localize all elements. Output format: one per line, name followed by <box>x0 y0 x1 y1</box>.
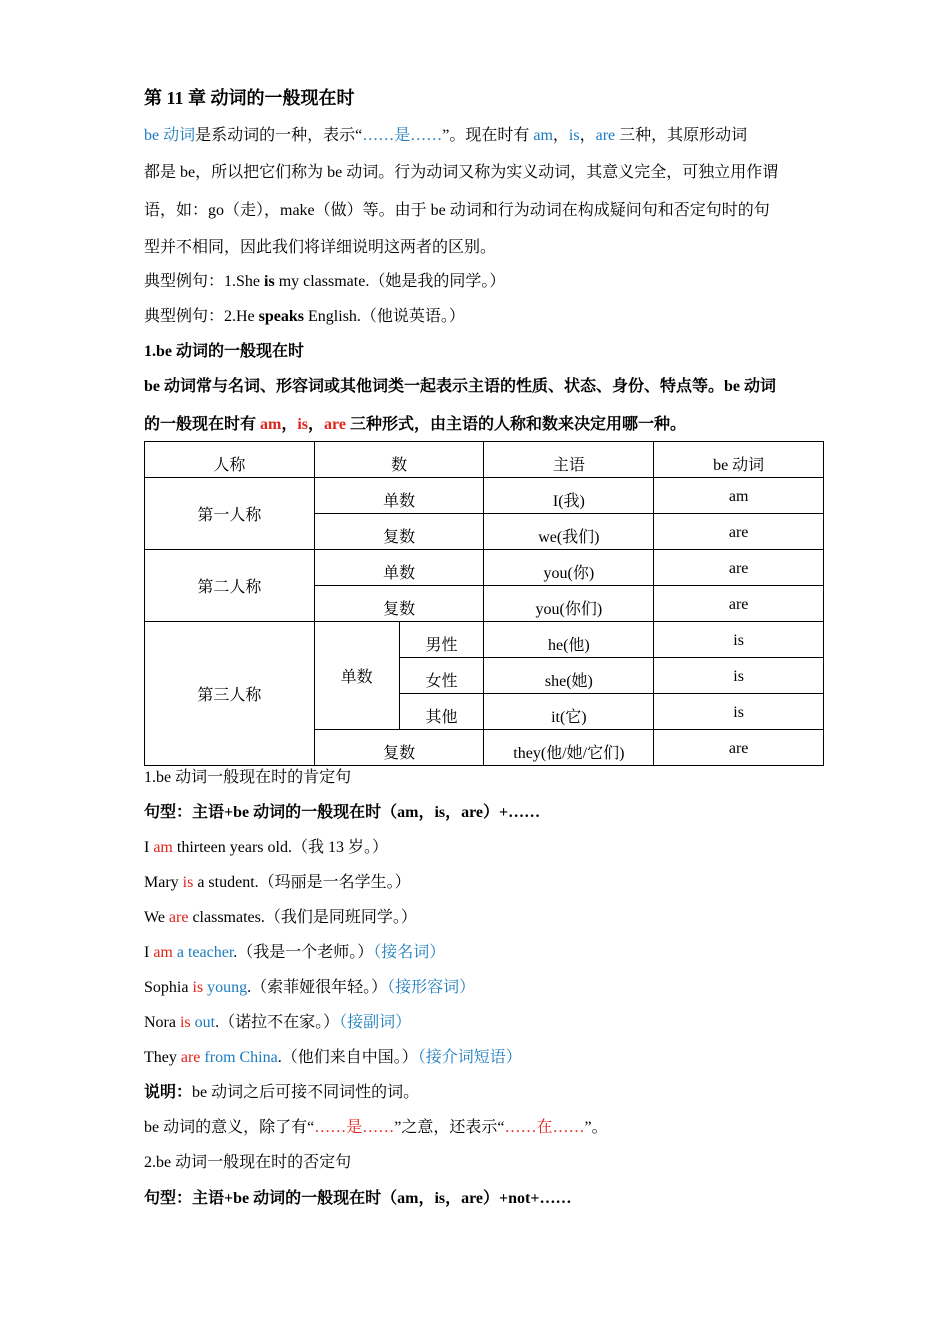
example-sentence <box>144 974 475 997</box>
note-label: 说明： <box>144 1084 193 1101</box>
be-verb-table <box>144 441 824 766</box>
be-cell: is <box>654 622 824 658</box>
sentence-rest: .（索菲娅很年轻。） <box>247 979 388 996</box>
meaning-text: be 动词的意义，除了有“ <box>144 1119 315 1136</box>
sentence-verb: am <box>153 839 173 856</box>
sentence-subject: I <box>144 944 154 961</box>
subject-cell: it(它) <box>484 694 654 730</box>
be-cell: are <box>654 550 824 586</box>
sentence-note: （接形容词） <box>387 979 476 996</box>
be-cell: are <box>654 586 824 622</box>
sentence-verb: am <box>153 944 173 961</box>
sentence-verb: are <box>168 909 189 926</box>
subject-cell: you(你们) <box>484 586 654 622</box>
sentence-rest: .（他们来自中国。） <box>277 1049 418 1066</box>
affirmative-pattern: 句型：主语+be 动词的一般现在时（am，is，are）+…… <box>144 804 541 821</box>
number-cell: 复数 <box>314 586 484 622</box>
intro-sep: ， <box>552 127 569 144</box>
sentence-rest: thirteen years old.（我 13 岁。） <box>172 839 388 856</box>
meaning-text: ”之意，还表示“ <box>394 1119 505 1136</box>
intro-line-4: 型并不相同，因此我们将详细说明这两者的区别。 <box>144 239 497 256</box>
table-header-row <box>145 442 824 478</box>
sentence-subject: I <box>144 839 154 856</box>
person-cell: 第二人称 <box>145 550 315 622</box>
sentence-complement: young <box>203 979 248 996</box>
section-heading: 1.be 动词的一般现在时 <box>144 343 305 360</box>
number-cell: 复数 <box>314 730 484 766</box>
example-sentence <box>144 869 411 892</box>
intro-text: 三种，其原形动词 <box>615 127 748 144</box>
example-text: 典型例句：2.He <box>144 308 259 325</box>
meaning-text: ”。 <box>584 1119 608 1136</box>
example-sentence <box>144 1044 522 1067</box>
example-2 <box>144 303 465 326</box>
subject-cell: you(你) <box>484 550 654 586</box>
rule-is: is <box>297 416 309 433</box>
rule-line-2 <box>144 411 686 434</box>
sentence-verb: is <box>182 874 194 891</box>
sentence-subject: We <box>144 909 169 926</box>
meaning-highlight: ……在…… <box>504 1119 585 1136</box>
intro-am: am <box>533 127 553 144</box>
table-row <box>145 622 824 658</box>
gender-cell: 其他 <box>399 694 484 730</box>
rule-line-1: be 动词常与名词、形容词或其他词类一起表示主语的性质、状态、身份、特点等。be 动词 <box>144 378 777 395</box>
subject-cell: they(他/她/它们) <box>484 730 654 766</box>
sentence-verb: are <box>180 1049 201 1066</box>
example-sentence <box>144 939 445 962</box>
person-cell: 第三人称 <box>145 622 315 766</box>
example-verb: speaks <box>258 308 305 325</box>
example-text: my classmate.（她是我的同学。） <box>274 273 506 290</box>
gender-cell: 男性 <box>399 622 484 658</box>
table-row <box>145 478 824 514</box>
subject-cell: she(她) <box>484 658 654 694</box>
table-row <box>145 550 824 586</box>
header-cell: be 动词 <box>654 442 824 478</box>
sentence-rest: classmates.（我们是同班同学。） <box>188 909 417 926</box>
intro-is: is <box>568 127 580 144</box>
subject-cell: I(我) <box>484 478 654 514</box>
chapter-title: 第 11 章 动词的一般现在时 <box>144 88 355 108</box>
be-cell: is <box>654 694 824 730</box>
example-text: 典型例句：1.She <box>144 273 265 290</box>
gender-cell: 女性 <box>399 658 484 694</box>
be-cell: am <box>654 478 824 514</box>
note-text: be 动词之后可接不同词性的词。 <box>192 1084 420 1101</box>
sentence-verb: is <box>192 979 204 996</box>
subject-cell: we(我们) <box>484 514 654 550</box>
sentence-subject: Mary <box>144 874 183 891</box>
meaning-line <box>144 1114 608 1137</box>
sentence-note: （接副词） <box>339 1014 412 1031</box>
example-sentence <box>144 1009 411 1032</box>
subject-cell: he(他) <box>484 622 654 658</box>
intro-text: 是系动词的一种，表示“ <box>195 127 363 144</box>
affirmative-heading: 1.be 动词一般现在时的肯定句 <box>144 769 352 786</box>
sentence-rest: .（诺拉不在家。） <box>215 1014 340 1031</box>
sentence-rest: a student.（玛丽是一名学生。） <box>193 874 411 891</box>
be-cell: are <box>654 514 824 550</box>
rule-text: 三种形式，由主语的人称和数来决定用哪一种。 <box>345 416 686 433</box>
sentence-note: （接名词） <box>373 944 446 961</box>
intro-sep: ， <box>579 127 596 144</box>
rule-text: 的一般现在时有 <box>144 416 261 433</box>
header-cell: 人称 <box>145 442 315 478</box>
number-cell: 单数 <box>314 478 484 514</box>
sentence-complement: out <box>190 1014 216 1031</box>
sentence-rest: .（我是一个老师。） <box>233 944 374 961</box>
header-cell: 数 <box>314 442 484 478</box>
meaning-highlight: ……是…… <box>314 1119 395 1136</box>
sentence-complement: from China <box>200 1049 278 1066</box>
sentence-note: （接介词短语） <box>417 1049 522 1066</box>
intro-meaning: ……是…… <box>362 127 443 144</box>
number-cell: 单数 <box>314 550 484 586</box>
example-sentence <box>144 834 388 857</box>
negative-heading: 2.be 动词一般现在时的否定句 <box>144 1154 352 1171</box>
be-cell: are <box>654 730 824 766</box>
intro-term: be 动词 <box>144 127 196 144</box>
example-sentence <box>144 904 417 927</box>
sentence-subject: Nora <box>144 1014 180 1031</box>
header-cell: 主语 <box>484 442 654 478</box>
rule-sep: ， <box>308 416 325 433</box>
number-cell: 单数 <box>314 622 399 730</box>
person-cell: 第一人称 <box>145 478 315 550</box>
negative-pattern: 句型：主语+be 动词的一般现在时（am，is，are）+not+…… <box>144 1190 572 1207</box>
rule-am: am <box>260 416 282 433</box>
intro-are: are <box>595 127 616 144</box>
sentence-subject: Sophia <box>144 979 193 996</box>
sentence-verb: is <box>179 1014 191 1031</box>
example-text: English.（他说英语。） <box>304 308 465 325</box>
be-cell: is <box>654 658 824 694</box>
intro-text: ”。现在时有 <box>442 127 534 144</box>
rule-are: are <box>324 416 346 433</box>
note-line <box>144 1079 419 1102</box>
intro-line-3: 语，如：go（走），make（做）等。由于 be 动词和行为动词在构成疑问句和否定句时的句 <box>144 202 770 219</box>
rule-sep: ， <box>281 416 298 433</box>
example-verb: is <box>264 273 275 290</box>
example-1 <box>144 268 505 291</box>
intro-line-2: 都是 be，所以把它们称为 be 动词。行为动词又称为实义动词，其意义完全，可独立用作谓 <box>144 164 779 181</box>
number-cell: 复数 <box>314 514 484 550</box>
intro-line-1 <box>144 122 747 145</box>
sentence-complement: a teacher <box>172 944 234 961</box>
sentence-subject: They <box>144 1049 181 1066</box>
